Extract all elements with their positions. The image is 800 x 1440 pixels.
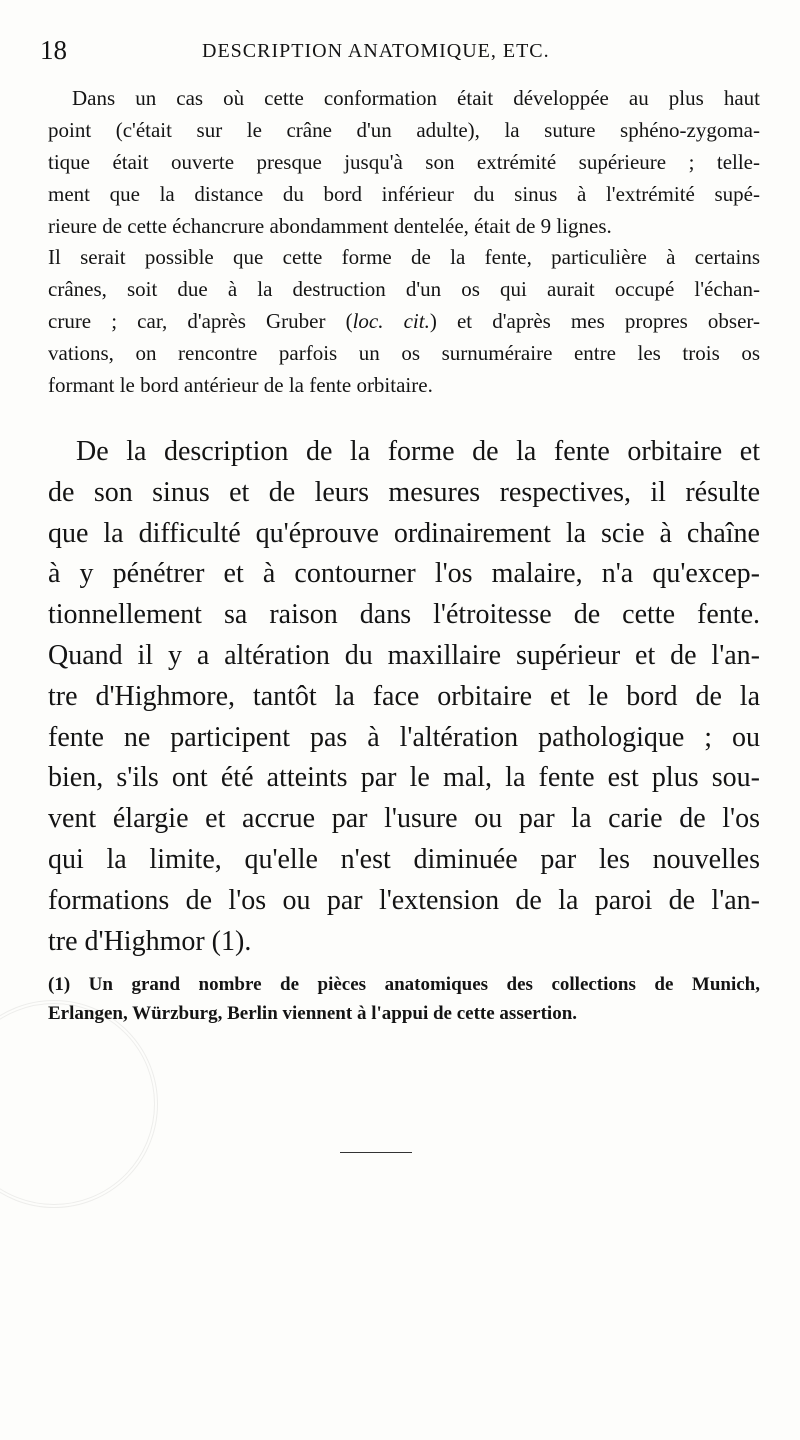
footnote-line: Erlangen, Würzburg, Berlin viennent à l'appui de cette assertion.: [48, 1003, 578, 1024]
footnote-line: (1) Un grand nombre de pièces anatomiques des collections de Munich,: [48, 974, 760, 995]
text-fragment: crure ; car, d'après Gruber (: [48, 309, 353, 334]
text-line: tique était ouverte presque jusqu'à son extrémité supérieure ; telle-: [48, 149, 760, 174]
large-text-block: [48, 432, 760, 962]
text-line: qui la limite, qu'elle n'est diminuée par les nouvelles: [48, 843, 760, 875]
library-stamp-icon: [0, 1000, 158, 1208]
text-line: Dans un cas où cette conformation était développée au plus haut: [72, 86, 760, 110]
small-text-block: [48, 83, 760, 402]
text-line: bien, s'ils ont été atteints par le mal, la fente est plus sou-: [48, 762, 760, 794]
text-line: tre d'Highmor (1).: [48, 925, 252, 957]
text-line: tre d'Highmore, tantôt la face orbitaire et le bord de la: [48, 680, 760, 712]
page-number: 18: [40, 35, 67, 65]
text-line: De la description de la forme de la fente orbitaire et: [76, 436, 760, 467]
text-line: formant le bord antérieur de la fente orbitaire.: [48, 373, 433, 398]
text-line: vent élargie et accrue par l'usure ou par la carie de l'os: [48, 803, 760, 835]
section-divider: [340, 1152, 412, 1153]
text-line: formations de l'os ou par l'extension de la paroi de l'an-: [48, 884, 760, 916]
text-line: vations, on rencontre parfois un os surnuméraire entre les trois os: [48, 341, 760, 366]
text-line: ment que la distance du bord inférieur du sinus à l'extrémité supé-: [48, 181, 760, 206]
text-line: que la difficulté qu'éprouve ordinairement la scie à chaîne: [48, 517, 760, 549]
text-line: [48, 306, 760, 338]
page-header: [40, 34, 760, 68]
citation-italic: loc. cit.: [352, 309, 430, 334]
footnote: [48, 970, 760, 1028]
text-line: tionnellement sa raison dans l'étroitesse de cette fente.: [48, 599, 760, 631]
text-line: rieure de cette échancrure abondamment dentelée, était de 9 lignes.: [48, 213, 612, 238]
running-title: DESCRIPTION ANATOMIQUE, ETC.: [202, 40, 550, 62]
text-line: à y pénétrer et à contourner l'os malaire, n'a qu'excep-: [48, 558, 760, 590]
text-line: point (c'était sur le crâne d'un adulte), la suture sphéno-zygoma-: [48, 117, 760, 142]
text-fragment: ) et d'après mes propres obser-: [429, 309, 760, 334]
text-line: crânes, soit due à la destruction d'un os qui aurait occupé l'échan-: [48, 277, 760, 302]
text-line: fente ne participent pas à l'altération pathologique ; ou: [48, 721, 760, 753]
text-line: de son sinus et de leurs mesures respectives, il résulte: [48, 476, 760, 508]
text-line: Il serait possible que cette forme de la fente, particulière à certains: [48, 245, 760, 270]
text-line: Quand il y a altération du maxillaire supérieur et de l'an-: [48, 639, 760, 671]
